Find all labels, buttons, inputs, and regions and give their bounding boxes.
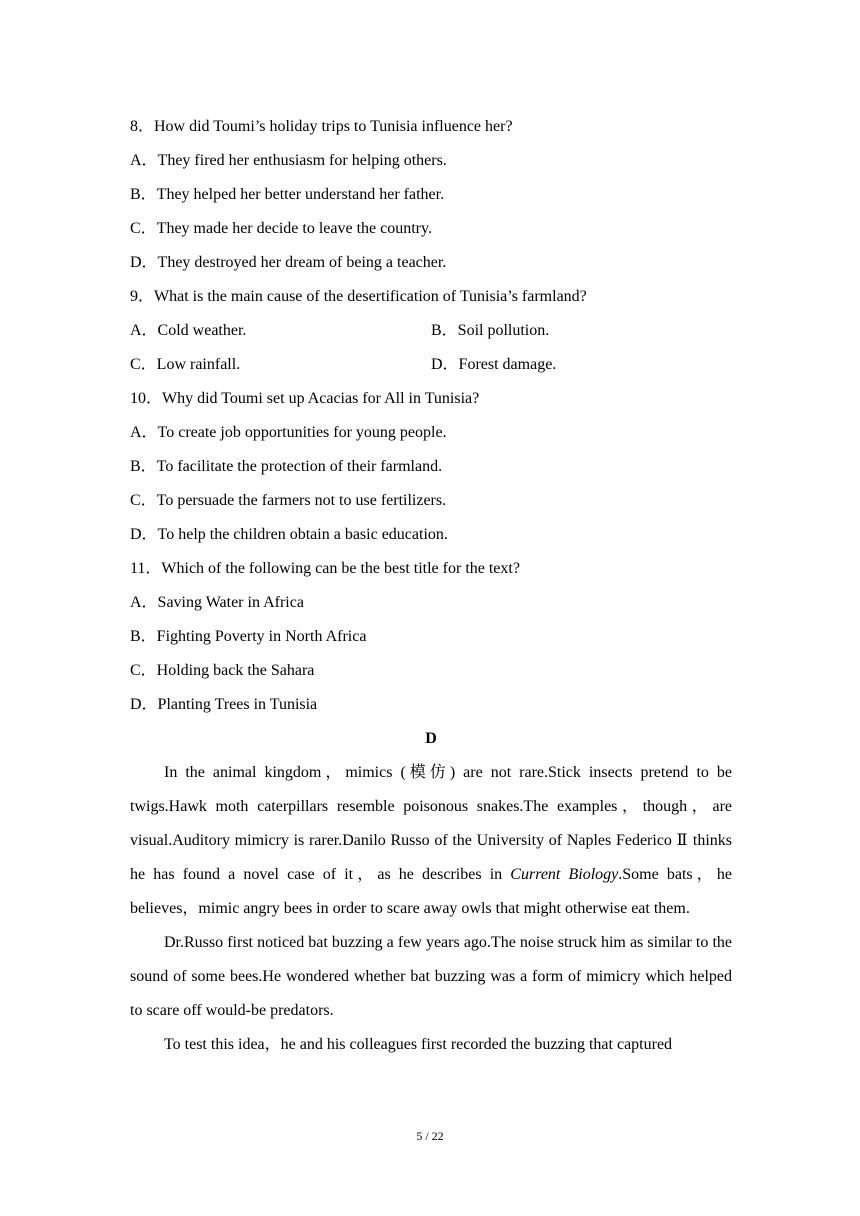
passage-paragraph-3: To test this idea，he and his colleagues first recorded the buzzing that captured <box>164 1036 673 1053</box>
question-9-option-b: B．Soil pollution. <box>431 322 550 339</box>
passage-paragraph-1-text-b: .Some bats，he believes，mimic angry bees in order to scare away owls that might otherwise eat them. <box>130 866 732 917</box>
question-8-option-c: C．They made her decide to leave the country. <box>130 220 432 237</box>
question-9-stem: 9．What is the main cause of the desertification of Tunisia’s farmland? <box>130 288 587 305</box>
question-8-option-a: A．They fired her enthusiasm for helping others. <box>130 152 447 169</box>
question-10-option-b: B．To facilitate the protection of their farmland. <box>130 458 443 475</box>
page-number: 5 / 22 <box>416 1129 444 1143</box>
question-9-options-row-1 <box>130 314 732 348</box>
question-10-stem: 10．Why did Toumi set up Acacias for All in Tunisia? <box>130 390 480 407</box>
question-8-option-d: D．They destroyed her dream of being a teacher. <box>130 254 447 271</box>
question-8-option-b: B．They helped her better understand her father. <box>130 186 445 203</box>
question-10-option-a: A．To create job opportunities for young people. <box>130 424 447 441</box>
passage-paragraph-2: Dr.Russo first noticed bat buzzing a few years ago.The noise struck him as similar to the sound of some bees.He wondered whether bat buzzing was a form of mimicry which helped to scare off would-be predators. <box>130 934 732 1019</box>
question-11-stem: 11．Which of the following can be the best title for the text? <box>130 560 520 577</box>
question-9-option-a: A．Cold weather. <box>130 322 247 339</box>
page-content <box>130 110 732 1062</box>
passage-paragraph-1 <box>130 756 732 926</box>
question-9-options-row-2 <box>130 348 732 382</box>
passage-paragraph-1-text-a: In the animal kingdom，mimics (模仿) are not rare.Stick insects pretend to be twigs.Hawk moth caterpillars resemble poisonous snakes.The examples，though，are visual.Auditory mimicry is rarer.Danilo Russo of the University of Naples Federico Ⅱ thinks he has found a novel case of it，as he describes in <box>130 764 732 883</box>
question-11-option-d: D．Planting Trees in Tunisia <box>130 696 318 713</box>
question-10-option-c: C．To persuade the farmers not to use fertilizers. <box>130 492 447 509</box>
question-11-option-b: B．Fighting Poverty in North Africa <box>130 628 367 645</box>
section-heading: D <box>425 730 437 747</box>
question-8-stem: 8．How did Toumi’s holiday trips to Tunisia influence her? <box>130 118 513 135</box>
question-11-option-c: C．Holding back the Sahara <box>130 662 315 679</box>
question-11-option-a: A．Saving Water in Africa <box>130 594 304 611</box>
question-10-option-d: D．To help the children obtain a basic education. <box>130 526 448 543</box>
journal-title: Current Biology <box>510 866 619 883</box>
question-9-option-d: D．Forest damage. <box>431 356 557 373</box>
question-9-option-c: C．Low rainfall. <box>130 356 241 373</box>
